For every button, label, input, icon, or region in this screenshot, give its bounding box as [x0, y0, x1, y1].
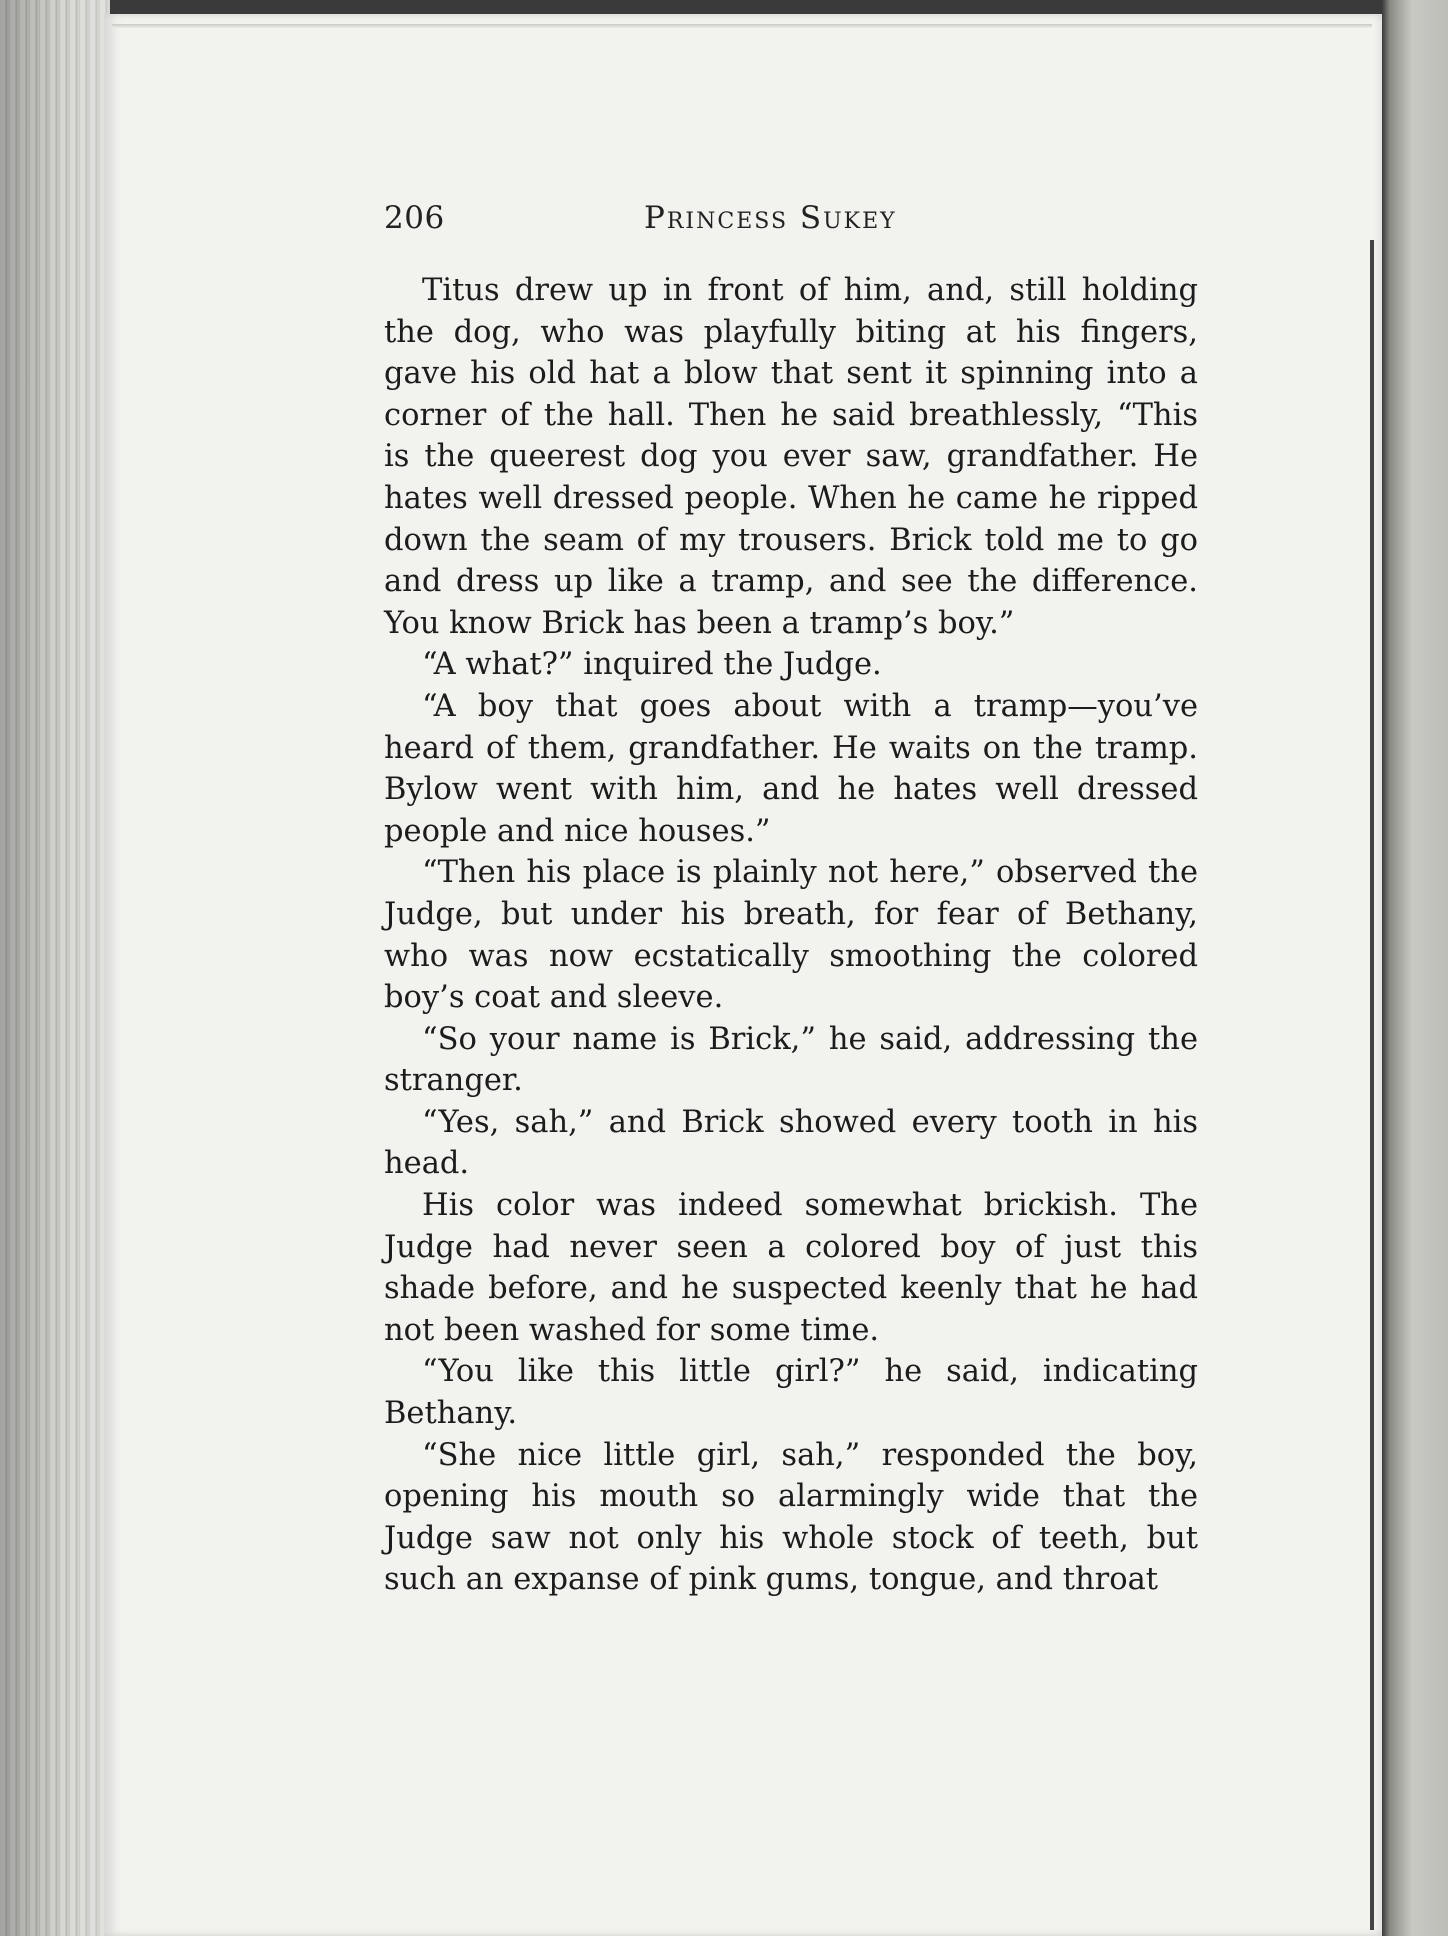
page-number: 206	[384, 200, 445, 236]
running-title: Princess Sukey	[644, 200, 897, 236]
paragraph: “A what?” inquired the Judge.	[422, 647, 882, 683]
paragraph: “Yes, sah,” and Brick showed every tooth in his head.	[384, 1104, 1198, 1182]
gutter-shadow-line	[1370, 240, 1374, 1930]
paragraph: “You like this little girl?” he said, indicating Bethany.	[384, 1354, 1198, 1432]
paragraph: “Then his place is plainly not here,” observed the Judge, but under his breath, for fear of Bethany, who was now ecstatically smoothing the colored boy’s coat and sleeve.	[384, 855, 1198, 1016]
paragraph: Titus drew up in front of him, and, still holding the dog, who was playfully biting at his fingers, gave his old hat a blow that sent it spinning into a corner of the hall. Then he said breathlessly, “This is the queerest dog you ever saw, grandfather. He hates well dressed people. When he came he ripped down the seam of my trousers. Brick told me to go and dress up like a tramp, and see the difference. You know Brick has been a tramp’s boy.”	[384, 273, 1198, 641]
paragraph: “So your name is Brick,” he said, addressing the stranger.	[384, 1021, 1198, 1099]
body-text	[384, 270, 1198, 1601]
paragraph: “She nice little girl, sah,” responded the boy, opening his mouth so alarmingly wide that the Judge saw not only his whole stock of teeth, but such an expanse of pink gums, tongue, and throat	[384, 1437, 1198, 1598]
page-top-edge	[112, 24, 1372, 28]
book-page-edges-shade	[0, 0, 110, 1936]
running-head	[384, 200, 1198, 250]
paragraph: His color was indeed somewhat brickish. The Judge had never seen a colored boy of just this shade before, and he suspected keenly that he had not been washed for some time.	[384, 1188, 1198, 1348]
book-gutter	[1382, 0, 1448, 1936]
paragraph: “A boy that goes about with a tramp—you’ve heard of them, grandfather. He waits on the tramp. Bylow went with him, and he hates well dressed people and nice houses.”	[384, 688, 1198, 849]
